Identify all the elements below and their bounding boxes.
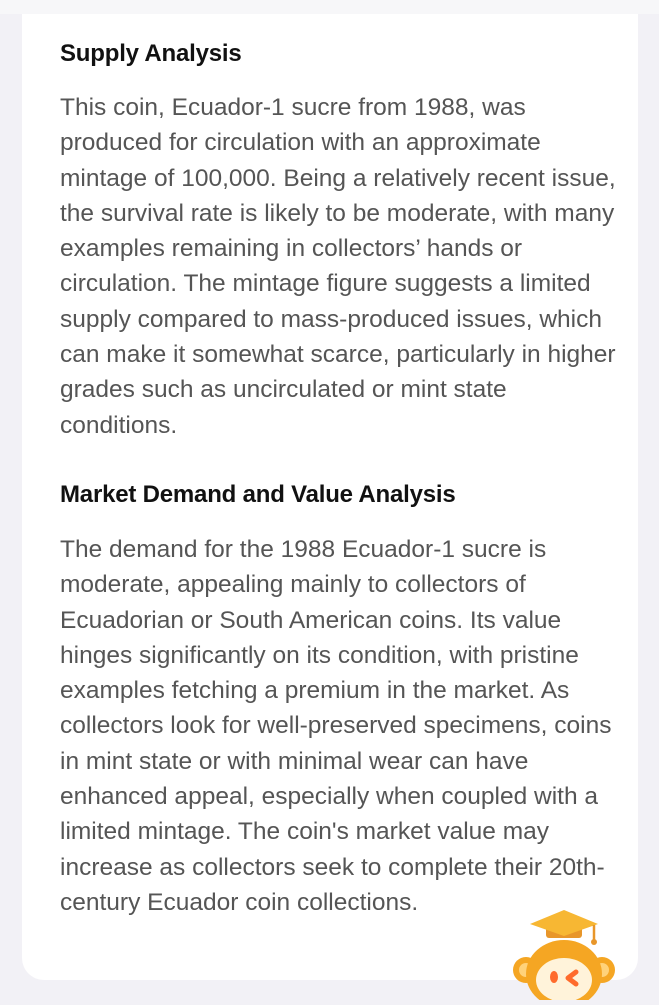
mascot-cap-tassel-end	[591, 939, 597, 945]
supply-analysis-title: Supply Analysis	[60, 40, 242, 67]
market-demand-title: Market Demand and Value Analysis	[60, 481, 456, 508]
market-demand-text: The demand for the 1988 Ecuador-1 sucre is moderate, appealing mainly to collectors of Ecuadorian or South American coins. Its value hinges significantly on its condition, with pristine examples fetching a premium in the market. As collectors look for well-preserved specimens, coins in mint state or with minimal wear can have enhanced appeal, especially when coupled with a limited mintage. The coin's market value may increase as collectors seek to complete their 20th-century Ecuador coin collections.	[60, 536, 612, 916]
mascot-left-eye	[550, 971, 558, 983]
mascot-face	[536, 958, 592, 1000]
supply-analysis-text: This coin, Ecuador-1 sucre from 1988, was produced for circulation with an approximate mintage of 100,000. Being a relatively recent issue, the survival rate is likely to be moderate, with many examples remaining in collectors’ hands or circulation. The mintage figure suggests a limited supply compared to mass-produced issues, which can make it somewhat scarce, particularly in higher grades such as uncirculated or mint state conditions.	[60, 94, 616, 439]
mascot-graphic	[512, 908, 616, 1000]
analysis-card	[22, 14, 638, 980]
mascot-cap-top	[530, 910, 598, 936]
graduate-mascot-icon[interactable]	[512, 908, 616, 1000]
top-header-strip	[0, 0, 659, 14]
